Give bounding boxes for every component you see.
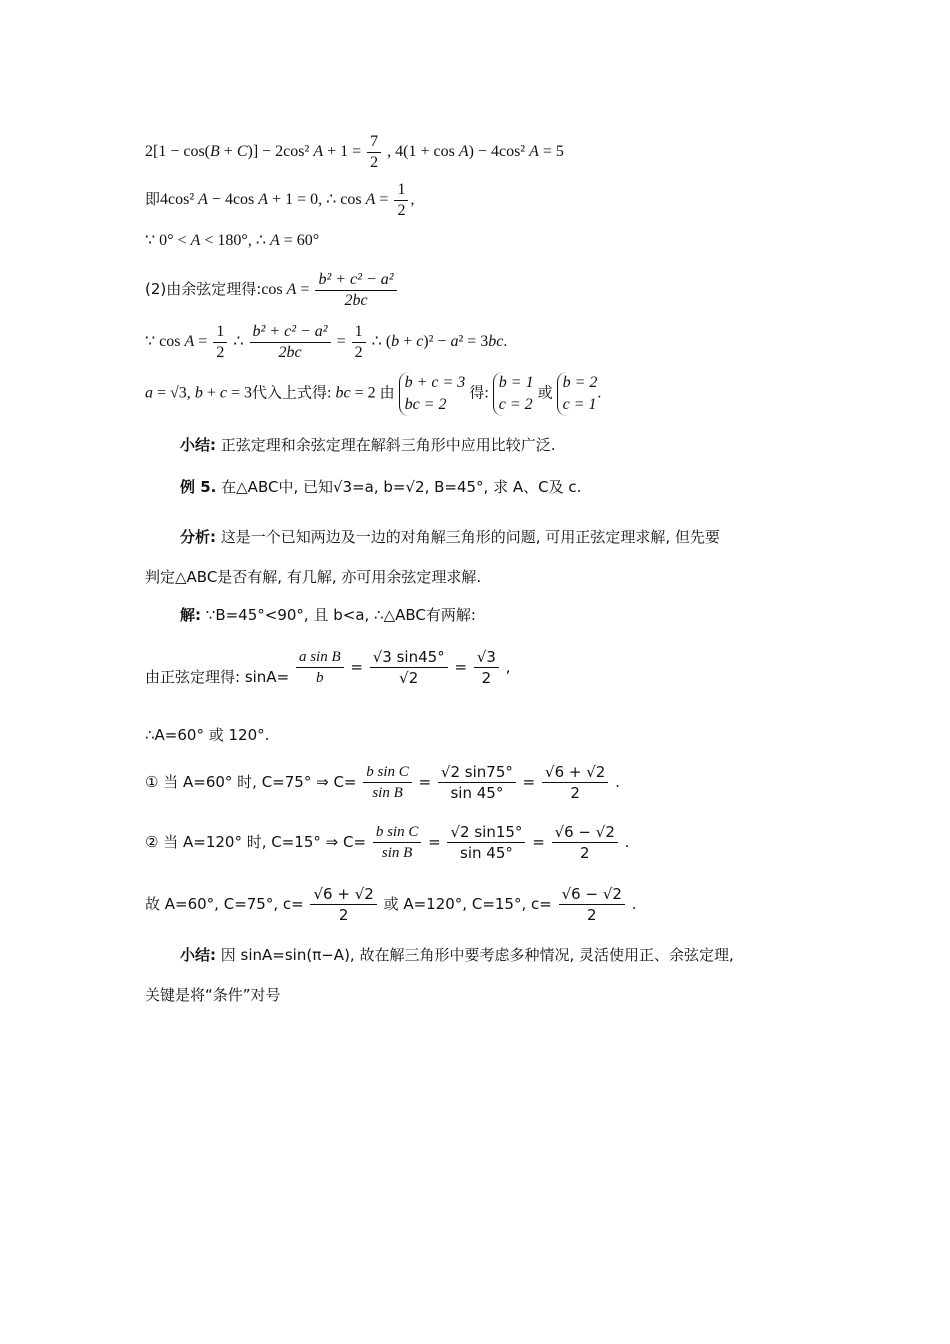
case-2-prefix: ② 当 A=120° 时, C=15° ⇒ C= <box>145 833 367 851</box>
case-2: ② 当 A=120° 时, C=15° ⇒ C= $\frac{\text{b sin C}}{\text{sin B}}$ = $\frac{√2 \sin 15^\circ}{\sin 45^\circ}$ = $\frac{√6 - √2}{2}$ . <box>145 823 630 862</box>
equation-line-2: 即4cos² A − 4cos A + 1 = 0, ∴ cos A = $\frac{1}{2}$ , <box>145 181 415 219</box>
summary-2-label: 小结: <box>180 946 216 964</box>
summary-1-label: 小结: <box>180 436 216 454</box>
summary-2-line-1 <box>180 944 734 966</box>
summary-2-text-2: 关键是将“条件”对号 <box>145 986 281 1004</box>
solution-text: ∵B=45°<90°, 且 b<a, ∴△ABC有两解: <box>205 606 476 624</box>
final-part-1: 故 A=60°, C=75°, c= <box>145 895 304 913</box>
example-5 <box>180 476 581 498</box>
sine-law-line: 由正弦定理得: sinA= $\frac{\text{a sin B}}{b}$ = $\frac{√3 \sin 45^\circ}{√2}$ = $\frac{√3}{2}$ , <box>145 644 511 688</box>
equation-line-4: (2)由余弦定理得:cos A = $\frac{\text{b² + c² − a²}}{2bc}$ <box>145 270 399 311</box>
final-part-2: 或 A=120°, C=15°, c= <box>383 895 552 913</box>
summary-2-text-1: 因 sinA=sin(π−A), 故在解三角形中要考虑多种情况, 灵活使用正、余弦定理, <box>220 946 734 964</box>
example-label: 例 5. <box>180 478 217 496</box>
example-text: 在△ABC中, 已知√3=a, b=√2, B=45°, 求 A、C及 c. <box>221 478 582 496</box>
result-angle-text: ∴A=60° 或 120°. <box>145 726 270 744</box>
summary-1-text: 正弦定理和余弦定理在解斜三角形中应用比较广泛. <box>220 436 556 454</box>
solution-line <box>180 604 476 626</box>
summary-2-line-2 <box>145 984 281 1006</box>
final-answer: 故 A=60°, C=75°, c= $\frac{√6 + √2}{2}$ 或 A=120°, C=15°, c= $\frac{√6 - √2}{2}$ . <box>145 885 637 924</box>
analysis-label: 分析: <box>180 528 216 546</box>
analysis-text-1: 这是一个已知两边及一边的对角解三角形的问题, 可用正弦定理求解, 但先要 <box>220 528 720 546</box>
result-angle <box>145 724 269 746</box>
equation-line-3: ∵ 0° < A < 180°, ∴ A = 60° <box>145 232 320 249</box>
analysis-line-2 <box>145 566 481 588</box>
case-1-prefix: ① 当 A=60° 时, C=75° ⇒ C= <box>145 773 357 791</box>
equation-line-5: ∵ cos A = $\frac{1}{2}$ ∴ $\frac{\text{b² + c² − a²}}{2bc}$ = $\frac{1}{2}$ ∴ (b + c)² − a² = 3bc. <box>145 323 508 361</box>
case-1: ① 当 A=60° 时, C=75° ⇒ C= $\frac{\text{b sin C}}{\text{sin B}}$ = $\frac{√2 \sin 75^\circ}{\sin 45^\circ}$ = $\frac{√6 + √2}{2}$ . <box>145 763 620 802</box>
sine-law-prefix: 由正弦定理得: sinA= <box>145 668 290 686</box>
analysis-line-1 <box>180 526 720 548</box>
equation-line-6: a = √3, b + c = 3代入上式得: bc = 2 由 b + c = 3 bc = 2 得: b = 1 c = 2 或 b = 2 c = 1 . <box>145 372 601 416</box>
summary-1 <box>180 434 556 456</box>
equation-line-1: 2[1 − cos(B + C)] − 2cos² A + 1 = $\frac{7}{2}$ , 4(1 + cos A) − 4cos² A = 5 <box>145 133 564 171</box>
solution-label: 解: <box>180 606 201 624</box>
analysis-text-2: 判定△ABC是否有解, 有几解, 亦可用余弦定理求解. <box>145 568 482 586</box>
